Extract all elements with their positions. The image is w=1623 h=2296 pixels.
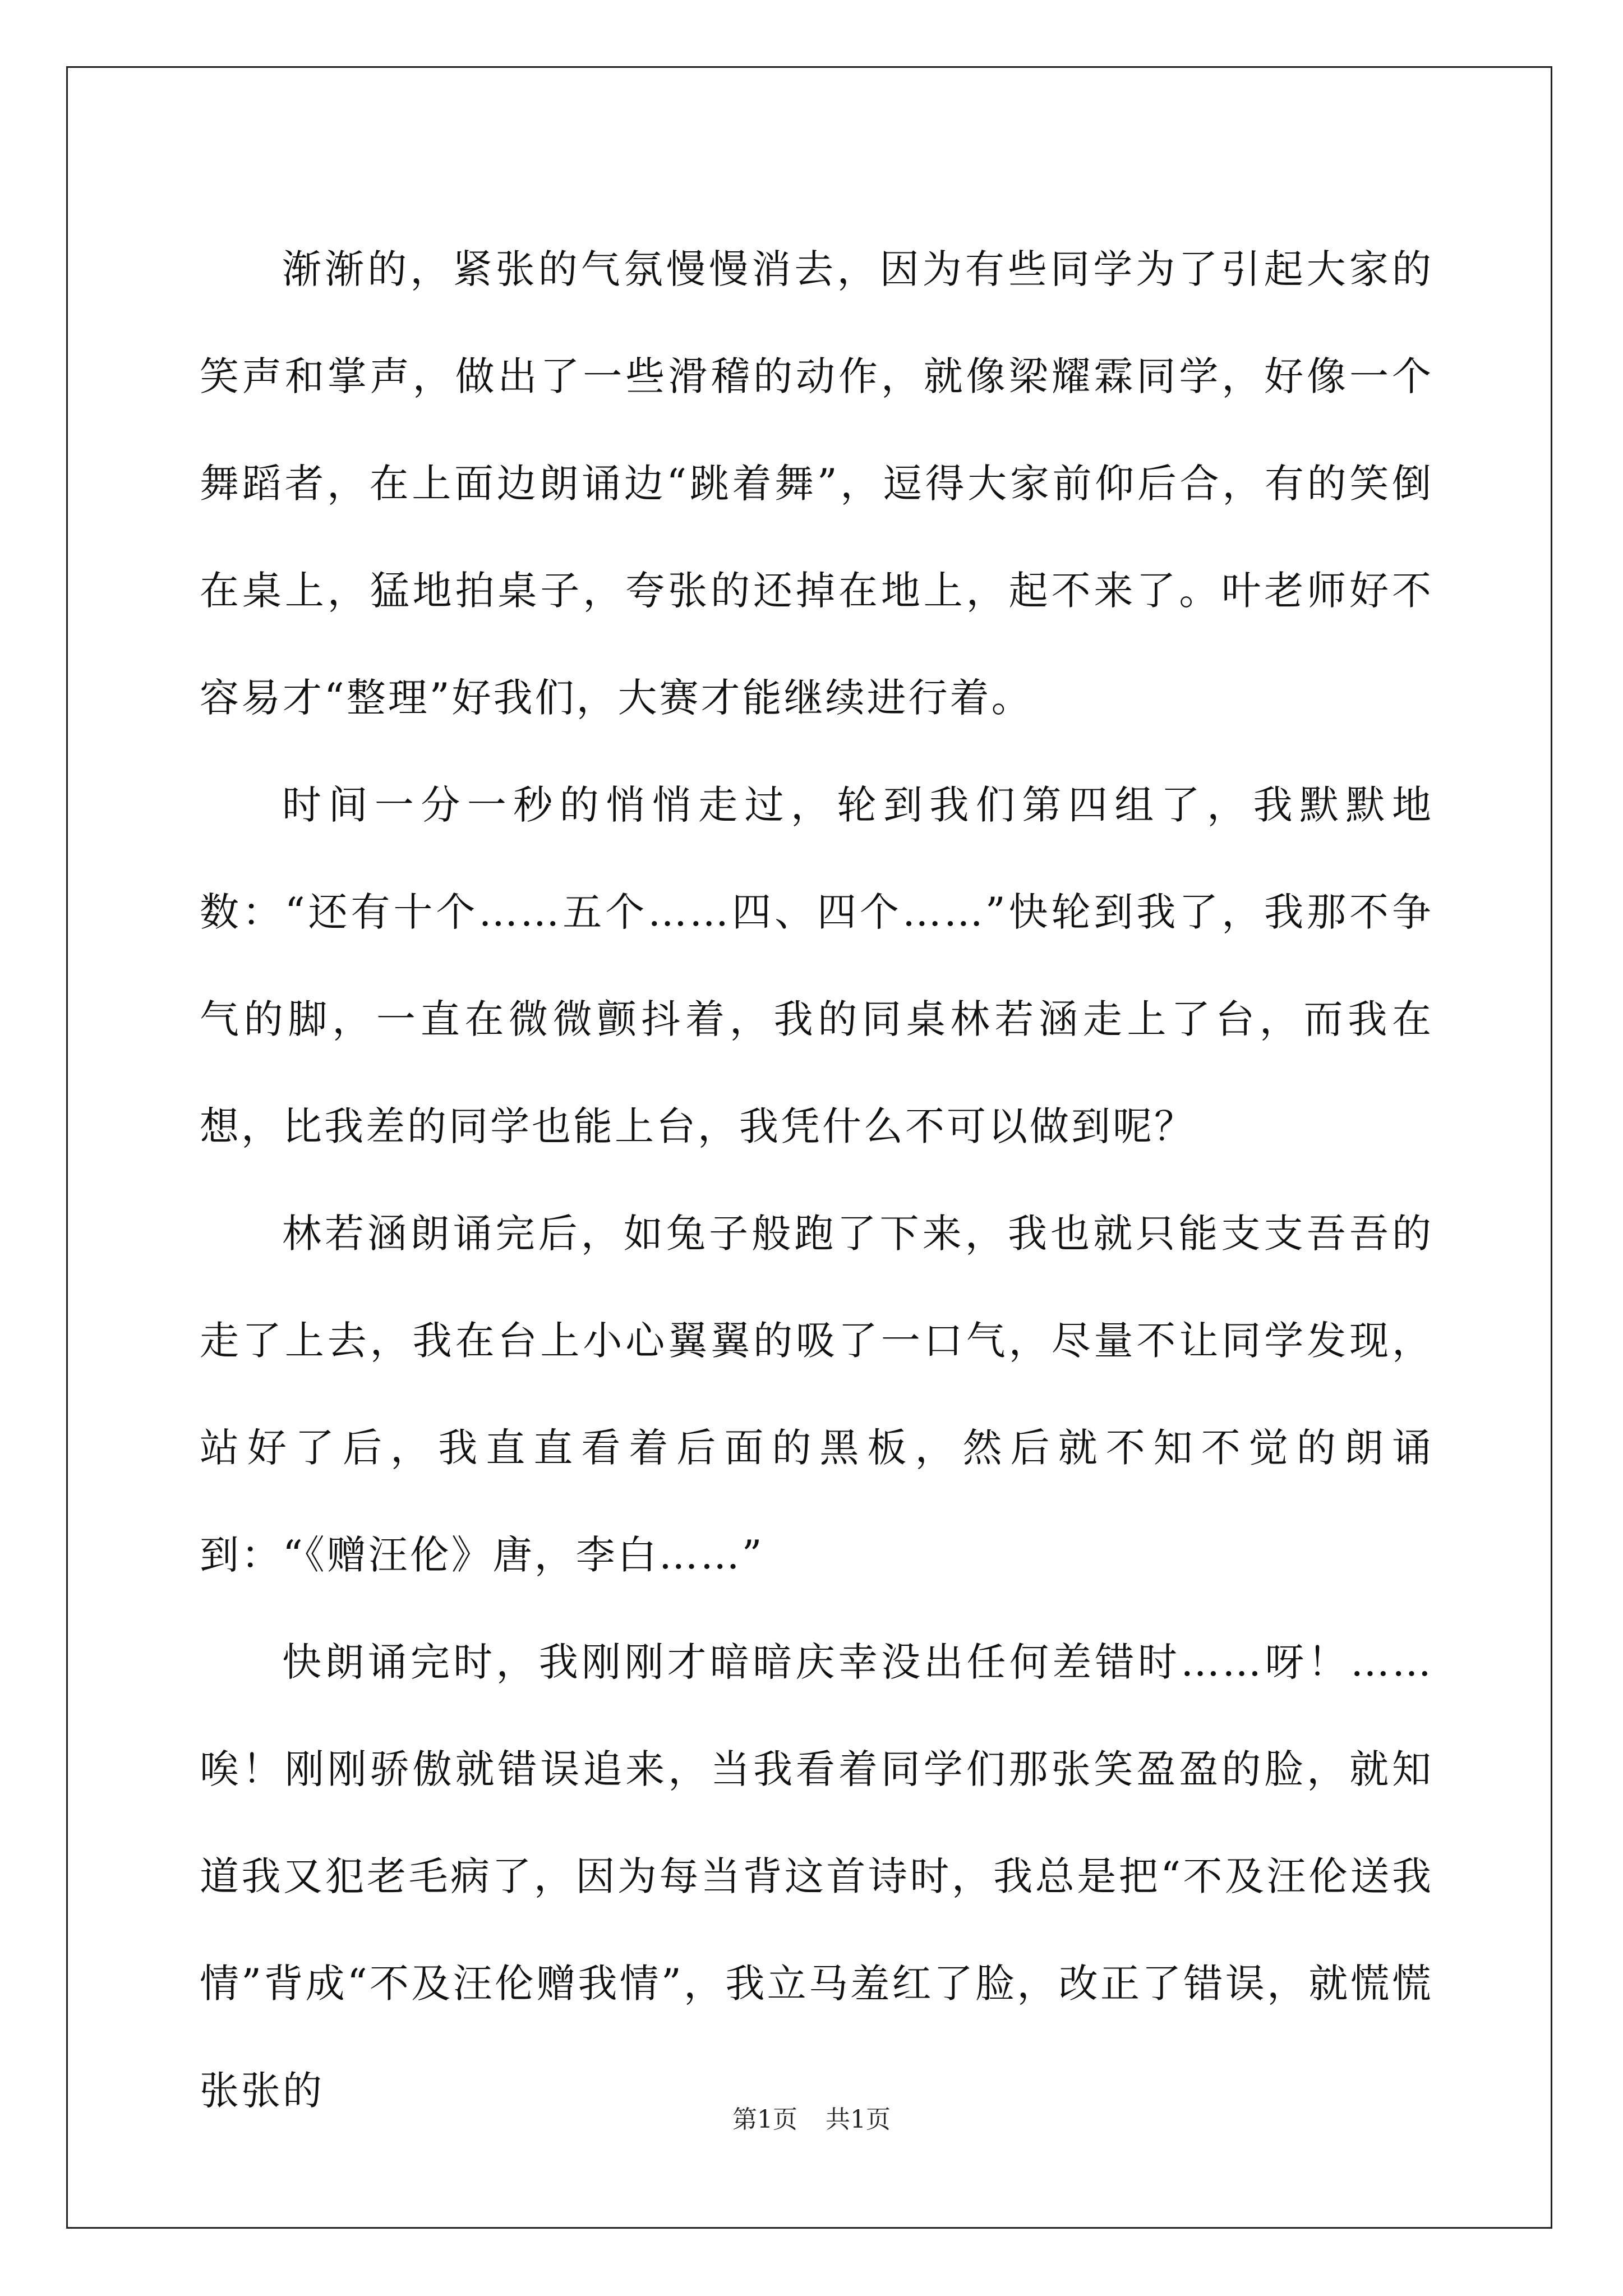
page-total: 共1页 [826, 2105, 891, 2134]
document-body [200, 216, 1433, 2145]
page-number: 第1页 [732, 2105, 797, 2134]
paragraph-2: 时间一分一秒的悄悄走过，轮到我们第四组了，我默默地数：“还有十个……五个……四、四个……”快轮到我了，我那不争气的脚，一直在微微颤抖着，我的同桌林若涵走上了台，而我在想，比我差的同学也能上台，我凭什么不可以做到呢？ [200, 782, 1433, 1149]
paragraph-4: 快朗诵完时，我刚刚才暗暗庆幸没出任何差错时……呀！……唉！刚刚骄傲就错误追来，当我看着同学们那张笑盈盈的脸，就知道我又犯老毛病了，因为每当背这首诗时，我总是把“不及汪伦送我情”背成“不及汪伦赠我情”，我立马羞红了脸，改正了错误，就慌慌张张的 [200, 1639, 1433, 2114]
page-footer [0, 2099, 1623, 2135]
paragraph-3: 林若涵朗诵完后，如兔子般跑了下来，我也就只能支支吾吾的走了上去，我在台上小心翼翼的吸了一口气，尽量不让同学发现，站好了后，我直直看着后面的黑板，然后就不知不觉的朗诵到：“《赠汪伦》唐，李白……” [200, 1211, 1433, 1578]
paragraph-1: 渐渐的，紧张的气氛慢慢消去，因为有些同学为了引起大家的笑声和掌声，做出了一些滑稽的动作，就像梁耀霖同学，好像一个舞蹈者，在上面边朗诵边“跳着舞”，逗得大家前仰后合，有的笑倒在桌上，猛地拍桌子，夸张的还掉在地上，起不来了。叶老师好不容易才“整理”好我们，大赛才能继续进行着。 [200, 246, 1433, 721]
